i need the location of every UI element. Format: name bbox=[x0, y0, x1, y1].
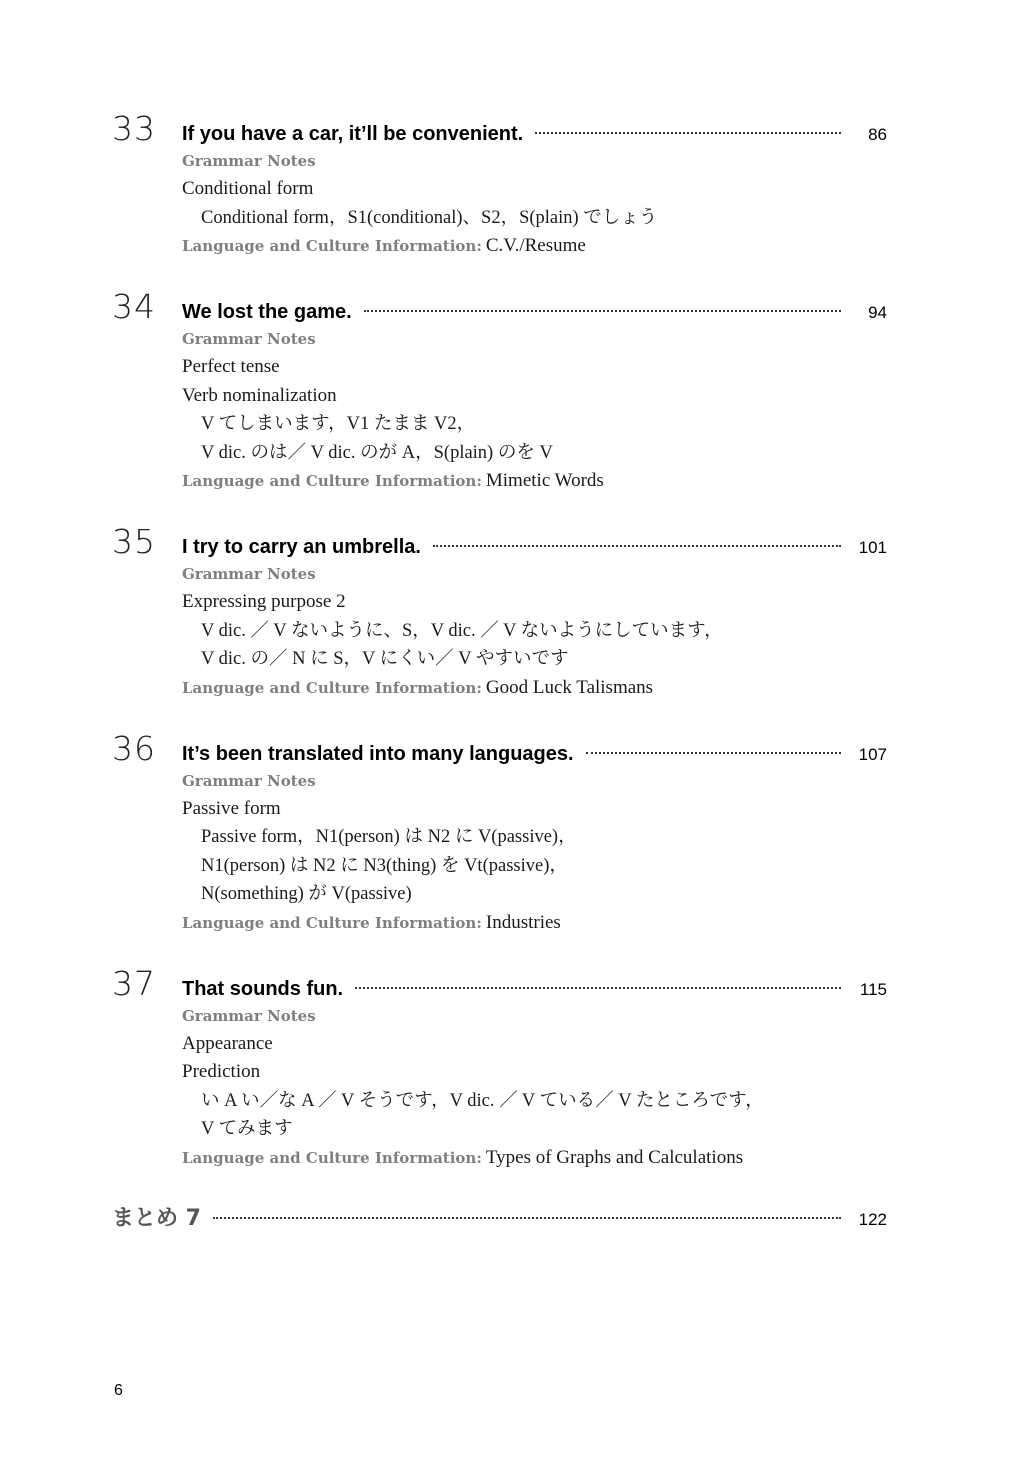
lesson-number: 33 bbox=[112, 109, 156, 148]
language-culture-info bbox=[182, 1144, 887, 1173]
grammar-topic: Prediction bbox=[182, 1061, 261, 1082]
lesson-details bbox=[182, 148, 887, 261]
lesson-entry[interactable] bbox=[112, 730, 887, 938]
table-of-contents bbox=[112, 110, 887, 1238]
language-culture-info bbox=[182, 232, 887, 261]
lesson-details bbox=[182, 768, 887, 938]
grammar-pattern: Passive form，N1(person) は N2 に V(passive)， bbox=[201, 827, 577, 847]
lesson-entry[interactable] bbox=[112, 110, 887, 261]
lesson-number: 35 bbox=[112, 522, 156, 561]
language-culture-label: Language and Culture Information: bbox=[182, 472, 482, 490]
lesson-title[interactable]: If you have a car, it’ll be convenient. bbox=[182, 123, 524, 145]
grammar-topic: Verb nominalization bbox=[182, 384, 337, 406]
grammar-notes-label: Grammar Notes bbox=[182, 565, 316, 583]
page-number: 86 bbox=[868, 125, 887, 144]
dot-leader bbox=[213, 1217, 841, 1219]
lesson-title[interactable]: That sounds fun. bbox=[182, 977, 344, 1000]
grammar-pattern: Conditional form，S1(conditional)、S2，S(plain) でしょう bbox=[201, 207, 658, 228]
grammar-topic: Conditional form bbox=[182, 178, 314, 199]
lesson-number: 34 bbox=[112, 287, 156, 326]
grammar-topic: Appearance bbox=[182, 1032, 273, 1054]
language-culture-label: Language and Culture Information: bbox=[182, 1148, 482, 1167]
dot-leader bbox=[433, 545, 841, 547]
lesson-list bbox=[112, 110, 887, 1200]
lesson-details bbox=[182, 561, 887, 703]
lesson-heading bbox=[112, 523, 887, 561]
language-culture-label: Language and Culture Information: bbox=[182, 913, 482, 932]
page-number: 115 bbox=[859, 979, 887, 999]
language-culture-topic: Mimetic Words bbox=[485, 470, 604, 491]
grammar-pattern: V dic. の／ N に S，V にくい／ V やすいです bbox=[201, 649, 569, 669]
summary-entry[interactable] bbox=[112, 1200, 887, 1238]
page-number: 94 bbox=[868, 303, 887, 322]
language-culture-label: Language and Culture Information: bbox=[182, 237, 482, 255]
lesson-heading bbox=[112, 965, 887, 1003]
grammar-pattern: V dic. のは／ V dic. のが A，S(plain) のを V bbox=[201, 442, 553, 463]
grammar-pattern: い A い／な A ／ V そうです，V dic. ／ V ている／ V たところです， bbox=[201, 1090, 764, 1111]
grammar-pattern: V てしまいます，V1 たまま V2， bbox=[201, 414, 476, 434]
language-culture-topic: Types of Graphs and Calculations bbox=[485, 1146, 744, 1168]
grammar-pattern: N(something) が V(passive) bbox=[201, 884, 412, 904]
lesson-entry[interactable] bbox=[112, 965, 887, 1173]
grammar-notes-label: Grammar Notes bbox=[182, 771, 316, 790]
dot-leader bbox=[535, 132, 841, 134]
lesson-heading bbox=[112, 110, 887, 148]
grammar-pattern: V てみます bbox=[201, 1119, 293, 1139]
lesson-title[interactable]: We lost the game. bbox=[182, 301, 352, 323]
language-culture-label: Language and Culture Information: bbox=[182, 678, 482, 697]
dot-leader bbox=[586, 752, 841, 754]
lesson-details bbox=[182, 326, 887, 496]
entry-spacer bbox=[112, 938, 887, 965]
lesson-number: 37 bbox=[112, 963, 156, 1003]
language-culture-info bbox=[182, 467, 887, 496]
language-culture-topic: C.V./Resume bbox=[485, 235, 586, 256]
grammar-topic: Passive form bbox=[182, 797, 281, 819]
dot-leader bbox=[364, 310, 841, 312]
lesson-entry[interactable] bbox=[112, 523, 887, 703]
grammar-notes-label: Grammar Notes bbox=[182, 152, 316, 170]
grammar-topic: Perfect tense bbox=[182, 356, 280, 377]
lesson-title[interactable]: It’s been translated into many languages. bbox=[182, 742, 574, 765]
grammar-notes-label: Grammar Notes bbox=[182, 330, 316, 348]
grammar-pattern: N1(person) は N2 に N3(thing) を Vt(passive)， bbox=[201, 855, 568, 876]
entry-spacer bbox=[112, 496, 887, 523]
language-culture-info bbox=[182, 909, 887, 938]
lesson-heading bbox=[112, 288, 887, 326]
page-number: 101 bbox=[858, 538, 887, 557]
lesson-entry[interactable] bbox=[112, 288, 887, 496]
lesson-details bbox=[182, 1003, 887, 1173]
dot-leader bbox=[355, 987, 841, 989]
summary-label: まとめ 7 bbox=[112, 1205, 201, 1231]
entry-spacer bbox=[112, 703, 887, 730]
grammar-pattern: V dic. ／ V ないように、S，V dic. ／ V ないようにしています， bbox=[201, 620, 723, 641]
entry-spacer bbox=[112, 261, 887, 288]
language-culture-topic: Good Luck Talismans bbox=[485, 676, 654, 698]
lesson-heading bbox=[112, 730, 887, 768]
entry-spacer bbox=[112, 1173, 887, 1200]
summary-heading bbox=[112, 1200, 887, 1238]
grammar-notes-label: Grammar Notes bbox=[182, 1006, 316, 1025]
language-culture-topic: Industries bbox=[485, 911, 561, 933]
lesson-title[interactable]: I try to carry an umbrella. bbox=[182, 536, 421, 558]
language-culture-info bbox=[182, 674, 887, 703]
page-number: 122 bbox=[858, 1209, 887, 1229]
page-folio: 6 bbox=[114, 1382, 123, 1399]
page-number: 107 bbox=[858, 744, 887, 764]
grammar-topic: Expressing purpose 2 bbox=[182, 591, 346, 612]
lesson-number: 36 bbox=[112, 728, 156, 768]
